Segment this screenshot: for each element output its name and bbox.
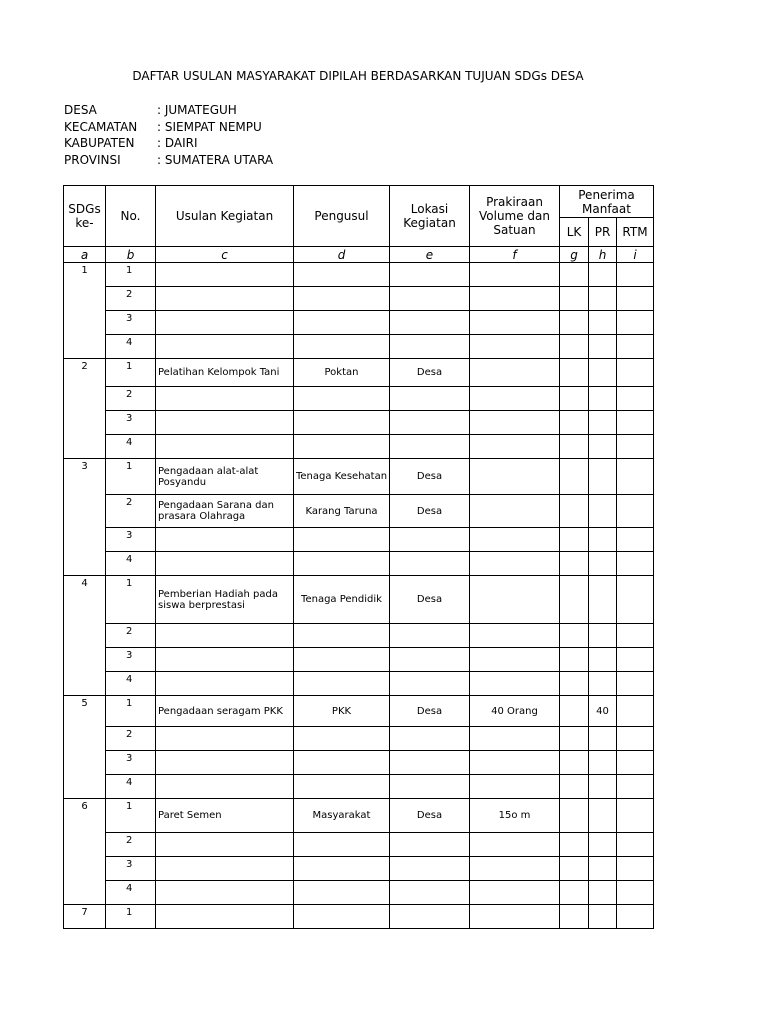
lokasi-cell: Desa bbox=[390, 696, 470, 727]
row-number: 1 bbox=[106, 459, 156, 495]
rtm-cell bbox=[617, 411, 654, 435]
usulan-cell bbox=[156, 335, 294, 359]
lokasi-cell bbox=[390, 857, 470, 881]
usulan-cell bbox=[156, 528, 294, 552]
column-letter: d bbox=[294, 247, 390, 263]
row-number: 2 bbox=[106, 495, 156, 528]
usulan-cell: Pengadaan Sarana dan prasara Olahraga bbox=[156, 495, 294, 528]
volume-cell bbox=[470, 624, 560, 648]
usulan-cell bbox=[156, 624, 294, 648]
lk-cell bbox=[560, 335, 589, 359]
lk-cell bbox=[560, 495, 589, 528]
table-row bbox=[64, 311, 654, 335]
volume-cell bbox=[470, 648, 560, 672]
usulan-cell bbox=[156, 435, 294, 459]
usulan-cell bbox=[156, 263, 294, 287]
header-volume: Prakiraan Volume dan Satuan bbox=[470, 186, 560, 247]
table-row bbox=[64, 857, 654, 881]
lk-cell bbox=[560, 311, 589, 335]
usulan-cell bbox=[156, 833, 294, 857]
lk-cell bbox=[560, 751, 589, 775]
volume-cell bbox=[470, 495, 560, 528]
info-value: : JUMATEGUH bbox=[157, 103, 237, 117]
column-letter: i bbox=[617, 247, 654, 263]
info-value: : SUMATERA UTARA bbox=[157, 152, 274, 167]
row-number: 3 bbox=[106, 751, 156, 775]
row-number: 3 bbox=[106, 857, 156, 881]
pr-cell bbox=[589, 751, 617, 775]
volume-cell bbox=[470, 751, 560, 775]
table-row bbox=[64, 459, 654, 495]
rtm-cell bbox=[617, 387, 654, 411]
row-number: 3 bbox=[106, 648, 156, 672]
lk-cell bbox=[560, 905, 589, 929]
header-sdgs: SDGs ke- bbox=[64, 186, 106, 247]
volume-cell bbox=[470, 905, 560, 929]
lokasi-cell bbox=[390, 672, 470, 696]
volume-cell bbox=[470, 857, 560, 881]
column-letter: a bbox=[64, 247, 106, 263]
lk-cell bbox=[560, 576, 589, 624]
header-usulan: Usulan Kegiatan bbox=[156, 186, 294, 247]
rtm-cell bbox=[617, 696, 654, 727]
rtm-cell bbox=[617, 552, 654, 576]
rtm-cell bbox=[617, 648, 654, 672]
lk-cell bbox=[560, 672, 589, 696]
sdg-number: 3 bbox=[64, 459, 106, 576]
usulan-cell: Pemberian Hadiah pada siswa berprestasi bbox=[156, 576, 294, 624]
pengusul-cell bbox=[294, 528, 390, 552]
info-label: DESA bbox=[64, 103, 97, 117]
usulan-cell bbox=[156, 387, 294, 411]
pr-cell bbox=[589, 411, 617, 435]
volume-cell bbox=[470, 435, 560, 459]
rtm-cell bbox=[617, 751, 654, 775]
header-lk: LK bbox=[560, 218, 589, 247]
column-letter-row bbox=[64, 247, 654, 263]
pengusul-cell: Masyarakat bbox=[294, 799, 390, 833]
table-row bbox=[64, 263, 654, 287]
usulan-cell bbox=[156, 751, 294, 775]
rtm-cell bbox=[617, 311, 654, 335]
volume-cell bbox=[470, 311, 560, 335]
volume-cell bbox=[470, 881, 560, 905]
row-number: 1 bbox=[106, 905, 156, 929]
lokasi-cell bbox=[390, 648, 470, 672]
proposal-table bbox=[63, 185, 654, 929]
row-number: 1 bbox=[106, 696, 156, 727]
lk-cell bbox=[560, 459, 589, 495]
info-value: : SIEMPAT NEMPU bbox=[157, 119, 262, 134]
lokasi-cell bbox=[390, 435, 470, 459]
pr-cell: 40 bbox=[589, 696, 617, 727]
sdg-number: 6 bbox=[64, 799, 106, 905]
table-row bbox=[64, 576, 654, 624]
rtm-cell bbox=[617, 263, 654, 287]
pengusul-cell bbox=[294, 881, 390, 905]
rtm-cell bbox=[617, 881, 654, 905]
sdg-number: 2 bbox=[64, 359, 106, 459]
usulan-cell: Pengadaan seragam PKK bbox=[156, 696, 294, 727]
pengusul-cell bbox=[294, 263, 390, 287]
volume-cell bbox=[470, 263, 560, 287]
pr-cell bbox=[589, 495, 617, 528]
lokasi-cell: Desa bbox=[390, 459, 470, 495]
row-number: 3 bbox=[106, 528, 156, 552]
table-row bbox=[64, 727, 654, 751]
pengusul-cell bbox=[294, 672, 390, 696]
lokasi-cell bbox=[390, 751, 470, 775]
info-value: : DAIRI bbox=[157, 136, 198, 150]
pr-cell bbox=[589, 435, 617, 459]
lokasi-cell bbox=[390, 335, 470, 359]
pengusul-cell bbox=[294, 435, 390, 459]
row-number: 3 bbox=[106, 311, 156, 335]
usulan-cell bbox=[156, 552, 294, 576]
info-label: KECAMATAN bbox=[64, 119, 138, 134]
rtm-cell bbox=[617, 775, 654, 799]
lk-cell bbox=[560, 411, 589, 435]
usulan-cell: Pelatihan Kelompok Tani bbox=[156, 359, 294, 387]
rtm-cell bbox=[617, 459, 654, 495]
rtm-cell bbox=[617, 624, 654, 648]
pengusul-cell: Tenaga Kesehatan bbox=[294, 459, 390, 495]
info-row-kecamatan bbox=[64, 119, 273, 136]
row-number: 1 bbox=[106, 359, 156, 387]
pengusul-cell: PKK bbox=[294, 696, 390, 727]
pr-cell bbox=[589, 905, 617, 929]
pr-cell bbox=[589, 335, 617, 359]
sdg-number: 5 bbox=[64, 696, 106, 799]
row-number: 2 bbox=[106, 727, 156, 751]
header-pr: PR bbox=[589, 218, 617, 247]
table-row bbox=[64, 495, 654, 528]
pr-cell bbox=[589, 359, 617, 387]
row-number: 4 bbox=[106, 775, 156, 799]
volume-cell bbox=[470, 576, 560, 624]
pr-cell bbox=[589, 775, 617, 799]
lokasi-cell: Desa bbox=[390, 576, 470, 624]
lokasi-cell bbox=[390, 411, 470, 435]
rtm-cell bbox=[617, 727, 654, 751]
rtm-cell bbox=[617, 528, 654, 552]
lokasi-cell: Desa bbox=[390, 359, 470, 387]
page-title: DAFTAR USULAN MASYARAKAT DIPILAH BERDASARKAN TUJUAN SDGs DESA bbox=[132, 69, 584, 83]
pr-cell bbox=[589, 387, 617, 411]
row-number: 4 bbox=[106, 672, 156, 696]
lk-cell bbox=[560, 727, 589, 751]
lokasi-cell bbox=[390, 881, 470, 905]
table-row bbox=[64, 905, 654, 929]
pengusul-cell: Poktan bbox=[294, 359, 390, 387]
volume-cell bbox=[470, 528, 560, 552]
lk-cell bbox=[560, 528, 589, 552]
usulan-cell bbox=[156, 905, 294, 929]
volume-cell bbox=[470, 727, 560, 751]
pengusul-cell bbox=[294, 857, 390, 881]
pengusul-cell bbox=[294, 905, 390, 929]
volume-cell: 15o m bbox=[470, 799, 560, 833]
table-row bbox=[64, 833, 654, 857]
rtm-cell bbox=[617, 576, 654, 624]
row-number: 1 bbox=[106, 799, 156, 833]
usulan-cell bbox=[156, 857, 294, 881]
volume-cell bbox=[470, 833, 560, 857]
lokasi-cell bbox=[390, 624, 470, 648]
table-row bbox=[64, 648, 654, 672]
rtm-cell bbox=[617, 905, 654, 929]
pengusul-cell bbox=[294, 311, 390, 335]
table-row bbox=[64, 881, 654, 905]
pr-cell bbox=[589, 833, 617, 857]
row-number: 4 bbox=[106, 552, 156, 576]
table-row bbox=[64, 672, 654, 696]
rtm-cell bbox=[617, 495, 654, 528]
pengusul-cell bbox=[294, 751, 390, 775]
column-letter: f bbox=[470, 247, 560, 263]
pengusul-cell: Karang Taruna bbox=[294, 495, 390, 528]
pr-cell bbox=[589, 528, 617, 552]
pr-cell bbox=[589, 576, 617, 624]
lk-cell bbox=[560, 775, 589, 799]
table-row bbox=[64, 624, 654, 648]
volume-cell bbox=[470, 775, 560, 799]
row-number: 2 bbox=[106, 624, 156, 648]
pr-cell bbox=[589, 311, 617, 335]
sdg-number: 4 bbox=[64, 576, 106, 696]
lk-cell bbox=[560, 833, 589, 857]
volume-cell bbox=[470, 359, 560, 387]
volume-cell: 40 Orang bbox=[470, 696, 560, 727]
pr-cell bbox=[589, 857, 617, 881]
rtm-cell bbox=[617, 287, 654, 311]
table-row bbox=[64, 387, 654, 411]
table-row bbox=[64, 799, 654, 833]
pr-cell bbox=[589, 459, 617, 495]
info-row-provinsi bbox=[64, 152, 273, 169]
row-number: 2 bbox=[106, 387, 156, 411]
lokasi-cell bbox=[390, 263, 470, 287]
lokasi-cell: Desa bbox=[390, 799, 470, 833]
lk-cell bbox=[560, 263, 589, 287]
lk-cell bbox=[560, 435, 589, 459]
pengusul-cell bbox=[294, 648, 390, 672]
pr-cell bbox=[589, 263, 617, 287]
header-lokasi: Lokasi Kegiatan bbox=[390, 186, 470, 247]
lk-cell bbox=[560, 648, 589, 672]
header-penerima: Penerima Manfaat bbox=[560, 186, 654, 218]
pr-cell bbox=[589, 727, 617, 751]
usulan-cell bbox=[156, 775, 294, 799]
pengusul-cell bbox=[294, 335, 390, 359]
volume-cell bbox=[470, 672, 560, 696]
lk-cell bbox=[560, 552, 589, 576]
usulan-cell bbox=[156, 672, 294, 696]
lk-cell bbox=[560, 857, 589, 881]
lk-cell bbox=[560, 387, 589, 411]
volume-cell bbox=[470, 387, 560, 411]
lokasi-cell bbox=[390, 905, 470, 929]
table-row bbox=[64, 335, 654, 359]
lokasi-cell bbox=[390, 552, 470, 576]
row-number: 4 bbox=[106, 435, 156, 459]
column-letter: c bbox=[156, 247, 294, 263]
pr-cell bbox=[589, 648, 617, 672]
row-number: 4 bbox=[106, 335, 156, 359]
row-number: 1 bbox=[106, 263, 156, 287]
pengusul-cell bbox=[294, 552, 390, 576]
usulan-cell bbox=[156, 881, 294, 905]
row-number: 3 bbox=[106, 411, 156, 435]
header-rtm: RTM bbox=[617, 218, 654, 247]
lk-cell bbox=[560, 624, 589, 648]
lokasi-cell: Desa bbox=[390, 495, 470, 528]
usulan-cell bbox=[156, 411, 294, 435]
info-label: PROVINSI bbox=[64, 152, 121, 167]
volume-cell bbox=[470, 287, 560, 311]
row-number: 4 bbox=[106, 881, 156, 905]
lk-cell bbox=[560, 696, 589, 727]
table-row bbox=[64, 411, 654, 435]
sdg-number: 7 bbox=[64, 905, 106, 929]
header-no: No. bbox=[106, 186, 156, 247]
pengusul-cell bbox=[294, 833, 390, 857]
column-letter: b bbox=[106, 247, 156, 263]
table-row bbox=[64, 751, 654, 775]
lokasi-cell bbox=[390, 287, 470, 311]
rtm-cell bbox=[617, 359, 654, 387]
table-row bbox=[64, 552, 654, 576]
pr-cell bbox=[589, 881, 617, 905]
rtm-cell bbox=[617, 833, 654, 857]
pengusul-cell bbox=[294, 411, 390, 435]
pr-cell bbox=[589, 552, 617, 576]
pengusul-cell bbox=[294, 387, 390, 411]
usulan-cell: Pengadaan alat-alat Posyandu bbox=[156, 459, 294, 495]
volume-cell bbox=[470, 335, 560, 359]
column-letter: e bbox=[390, 247, 470, 263]
table-row bbox=[64, 287, 654, 311]
lokasi-cell bbox=[390, 833, 470, 857]
lokasi-cell bbox=[390, 775, 470, 799]
column-letter: h bbox=[589, 247, 617, 263]
pr-cell bbox=[589, 672, 617, 696]
pr-cell bbox=[589, 287, 617, 311]
pengusul-cell bbox=[294, 287, 390, 311]
table-row bbox=[64, 359, 654, 387]
volume-cell bbox=[470, 459, 560, 495]
info-row-kabupaten bbox=[64, 135, 273, 152]
header-pengusul: Pengusul bbox=[294, 186, 390, 247]
lokasi-cell bbox=[390, 528, 470, 552]
rtm-cell bbox=[617, 435, 654, 459]
lk-cell bbox=[560, 287, 589, 311]
rtm-cell bbox=[617, 672, 654, 696]
volume-cell bbox=[470, 552, 560, 576]
usulan-cell bbox=[156, 727, 294, 751]
usulan-cell: Paret Semen bbox=[156, 799, 294, 833]
pr-cell bbox=[589, 799, 617, 833]
lk-cell bbox=[560, 799, 589, 833]
lokasi-cell bbox=[390, 311, 470, 335]
table-row bbox=[64, 435, 654, 459]
lokasi-cell bbox=[390, 727, 470, 751]
pr-cell bbox=[589, 624, 617, 648]
pengusul-cell bbox=[294, 727, 390, 751]
sdg-number: 1 bbox=[64, 263, 106, 359]
lk-cell bbox=[560, 881, 589, 905]
usulan-cell bbox=[156, 648, 294, 672]
location-info bbox=[64, 102, 273, 168]
row-number: 2 bbox=[106, 287, 156, 311]
rtm-cell bbox=[617, 335, 654, 359]
table-row bbox=[64, 528, 654, 552]
rtm-cell bbox=[617, 799, 654, 833]
info-row-desa bbox=[64, 102, 273, 119]
info-label: KABUPATEN bbox=[64, 136, 135, 150]
lokasi-cell bbox=[390, 387, 470, 411]
row-number: 2 bbox=[106, 833, 156, 857]
usulan-cell bbox=[156, 287, 294, 311]
table-row bbox=[64, 696, 654, 727]
usulan-cell bbox=[156, 311, 294, 335]
column-letter: g bbox=[560, 247, 589, 263]
rtm-cell bbox=[617, 857, 654, 881]
pengusul-cell: Tenaga Pendidik bbox=[294, 576, 390, 624]
table-row bbox=[64, 775, 654, 799]
pengusul-cell bbox=[294, 775, 390, 799]
pengusul-cell bbox=[294, 624, 390, 648]
lk-cell bbox=[560, 359, 589, 387]
volume-cell bbox=[470, 411, 560, 435]
row-number: 1 bbox=[106, 576, 156, 624]
